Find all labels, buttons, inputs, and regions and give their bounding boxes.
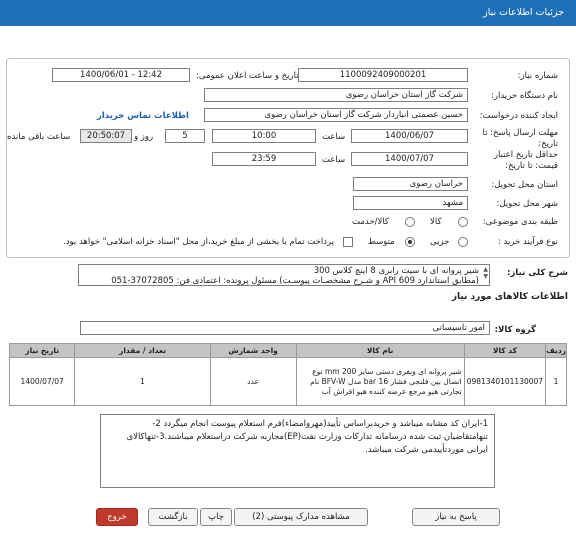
back-button[interactable]: بازگشت (148, 508, 198, 526)
goods-table-header (10, 344, 567, 358)
creator-field: حسین عصمتی انباردار شرکت گاز استان خراسان رضوی (204, 108, 468, 122)
row-qty: 1 (75, 358, 210, 406)
goods-group-field: امور تاسیساتی (80, 321, 490, 335)
summary-scroll-icon[interactable]: ▲ ▼ (483, 266, 488, 280)
need-no-label: شماره نیاز: (517, 71, 558, 81)
table-row[interactable] (10, 358, 567, 406)
category-goods-service-radio[interactable] (405, 217, 415, 227)
row-unit: عدد (210, 358, 296, 406)
buyer-label: نام دستگاه خریدار: (491, 91, 558, 101)
days-field: 5 (165, 129, 205, 143)
purchase-minor-radio[interactable] (458, 237, 468, 247)
min-price-label: حداقل تاریخ اعتبار قیمت: تا تاریخ: (493, 150, 558, 171)
purchase-medium-label: متوسط (368, 237, 395, 247)
purchase-type-label: نوع فرآیند خرید : (497, 237, 558, 247)
exit-button[interactable]: خروج (96, 508, 138, 526)
col-index: ردیف (546, 344, 567, 358)
announce-field: 1400/06/01 - 12:42 (52, 68, 190, 82)
deadline-date-field: 1400/06/07 (351, 129, 468, 143)
buyer-field: شرکت گاز استان خراسان رضوی (204, 88, 468, 102)
purchase-medium-radio[interactable] (405, 237, 415, 247)
deadline-label: مهلت ارسال پاسخ: تا تاریخ: (482, 128, 558, 149)
notes-line-2: تنهامتقاضیان ثبت شده درسامانه تدارکات وزارت نفت(EP)مجازبه شرکت دراستعلام میباشند.3-تنهاکالای (126, 432, 488, 442)
purchase-minor-label: جزیی (430, 237, 450, 247)
province-field: خراسان رضوی (353, 177, 468, 191)
category-label: طبقه بندی موضوعی: (482, 217, 558, 227)
category-goods-label: کالا (430, 217, 442, 227)
remaining-time-field: 20:50:07 (80, 129, 132, 143)
goods-table (9, 343, 567, 406)
print-button[interactable]: چاپ (200, 508, 232, 526)
remaining-label: ساعت باقی مانده (7, 132, 71, 142)
col-date: تاریخ نیاز (10, 344, 75, 358)
category-goods-service-label: کالا/خدمت (352, 217, 389, 227)
buyer-notes (100, 414, 495, 488)
row-date: 1400/07/07 (10, 358, 75, 406)
col-name: نام کالا (296, 344, 464, 358)
window-title: جزئیات اطلاعات نیاز (0, 0, 576, 26)
summary-field (78, 264, 490, 286)
min-price-date-field: 1400/07/07 (351, 152, 468, 166)
deadline-time-field: 10:00 (212, 129, 316, 143)
min-price-time-label: ساعت (322, 155, 346, 165)
city-field: مشهد (353, 196, 468, 210)
min-price-time-field: 23:59 (212, 152, 316, 166)
col-unit: واحد شمارش (210, 344, 296, 358)
summary-label: شرح کلی نیاز: (507, 268, 568, 278)
view-documents-button[interactable]: مشاهده مدارک پیوستی (2) (234, 508, 368, 526)
col-qty: تعداد / مقدار (75, 344, 210, 358)
notes-line-1: 1-ایران کد مشابه میباشد و خریدبراساس تأیید(مهروامضاء)فرم استعلام پیوست انجام میگردد 2- (152, 419, 488, 429)
treasury-payment-note: پرداخت تمام یا بخشی از مبلغ خرید،از محل "اسناد خزانه اسلامی" خواهد بود. (63, 237, 335, 247)
summary-line-1: شیر پروانه ای با سیت رابری 8 اینچ کلاس 300 (313, 266, 479, 276)
row-code: 0981340101130007 (464, 358, 545, 406)
row-index: 1 (546, 358, 567, 406)
col-code: کد کالا (464, 344, 545, 358)
row-name: شیر پروانه ای ویفری دستی سایز 200 mm نوع اتصال بین فلنجی فشار 16 bar مدل BFV-W نام تجارتی هیو مرجع عرضه کننده هیو افراش آب (296, 358, 464, 406)
reply-button[interactable]: پاسخ به نیاز (412, 508, 500, 526)
need-no-field: 1100092409000201 (298, 68, 468, 82)
goods-section-title: اطلاعات کالاهای مورد نیاز (451, 292, 568, 302)
buyer-contact-link[interactable]: اطلاعات تماس خریدار (97, 111, 189, 121)
goods-group-label: گروه کالا: (494, 325, 536, 335)
days-label: روز و (134, 132, 154, 142)
announce-label: تاریخ و ساعت اعلان عمومی: (196, 71, 299, 81)
treasury-payment-checkbox[interactable] (343, 237, 353, 247)
province-label: استان محل تحویل: (491, 180, 558, 190)
deadline-time-label: ساعت (322, 132, 346, 142)
city-label: شهر محل تحویل: (496, 199, 558, 209)
notes-line-3: ایرانی موردتأییدمی شرکت میباشد. (365, 445, 488, 455)
category-goods-radio[interactable] (458, 217, 468, 227)
creator-label: ایجاد کننده درخواست: (479, 111, 558, 121)
summary-line-2: (مطابق استاندارد API 609 و شـرح مشخصـات پیوسـت) مسئول پرونده: اعتمادی فن: 37072805-051 (111, 276, 479, 286)
